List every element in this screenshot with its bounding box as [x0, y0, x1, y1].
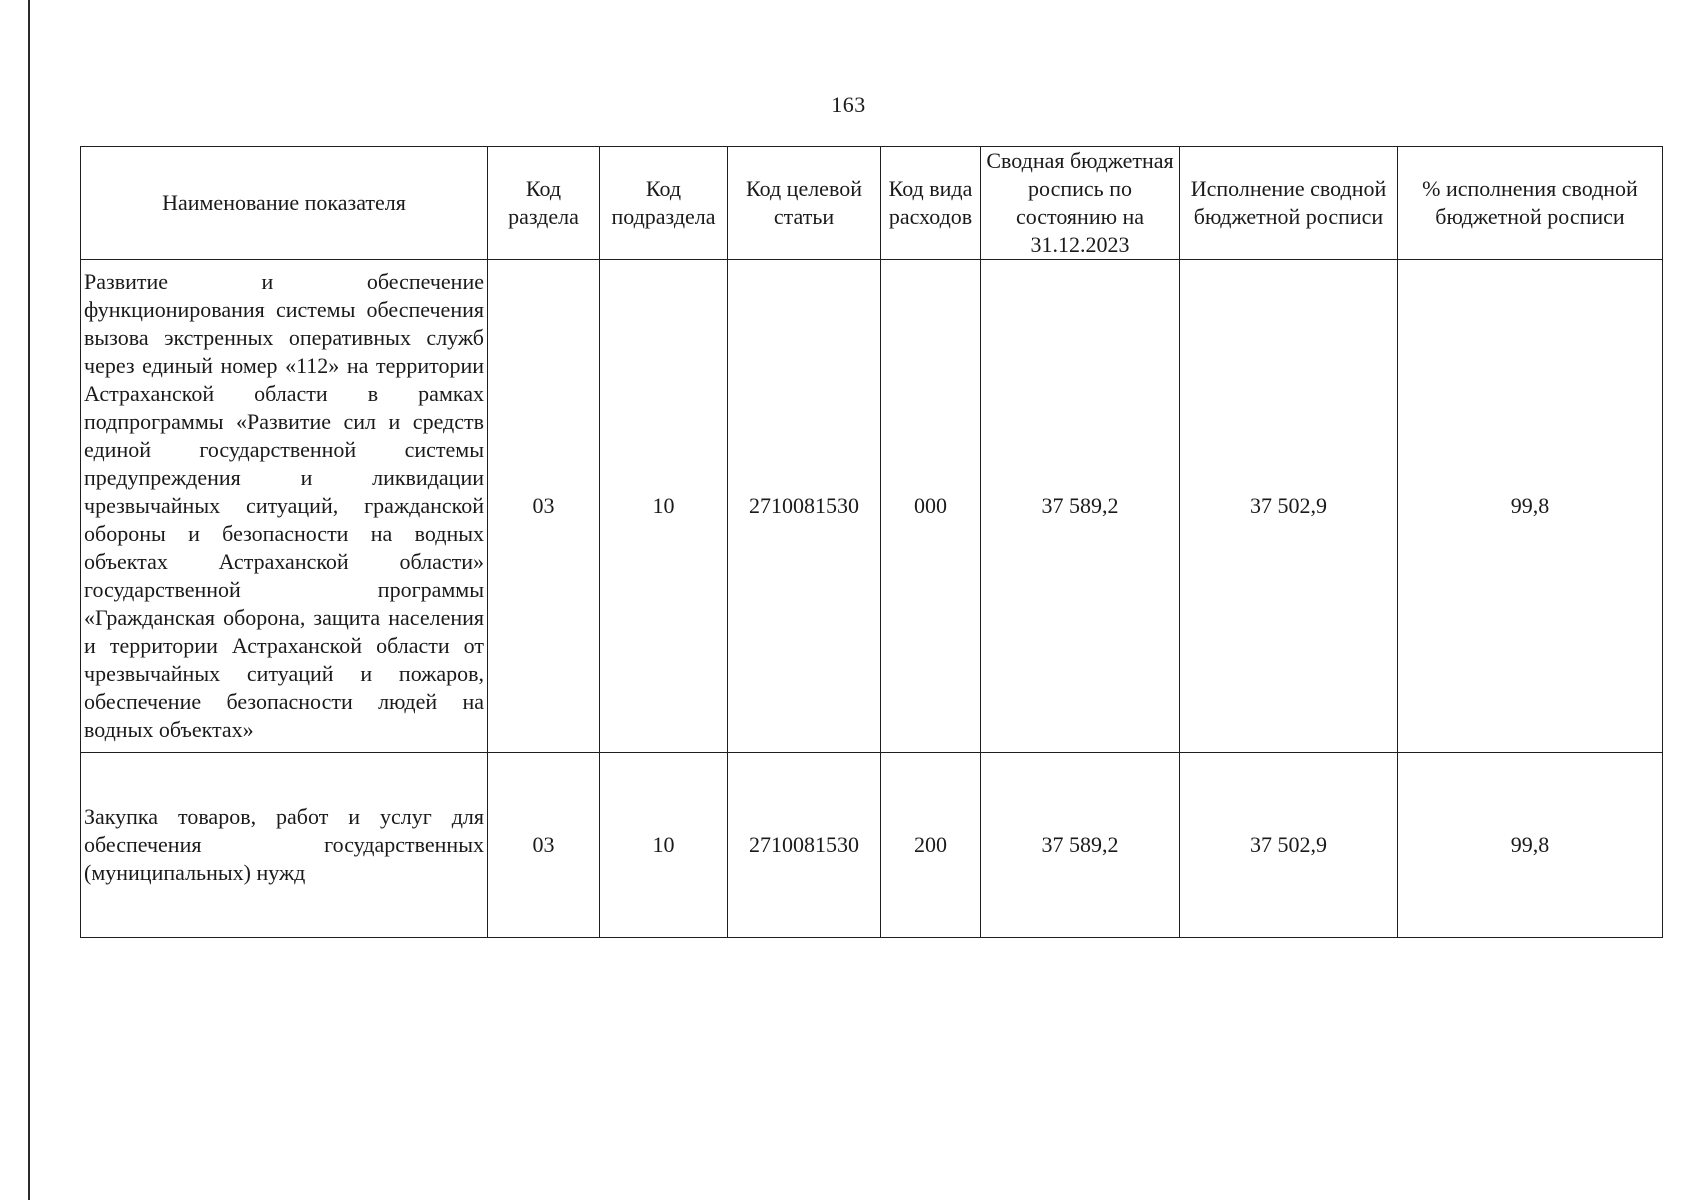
header-section-code: Код раздела — [488, 147, 600, 260]
row-percent: 99,8 — [1398, 753, 1663, 938]
row-percent: 99,8 — [1398, 260, 1663, 753]
header-budget-list: Сводная бюджетная роспись по состоянию на 31.12.2023 — [981, 147, 1180, 260]
table-row — [81, 260, 1663, 753]
header-execution: Исполнение сводной бюджетной росписи — [1180, 147, 1398, 260]
row-target-code: 2710081530 — [728, 753, 881, 938]
header-expense-type-code: Код вида расходов — [881, 147, 981, 260]
row-execution: 37 502,9 — [1180, 753, 1398, 938]
row-section-code: 03 — [488, 753, 600, 938]
table-header-row — [81, 147, 1663, 260]
page-margin-line — [28, 0, 30, 1200]
header-target-code: Код целевой статьи — [728, 147, 881, 260]
row-subsection-code: 10 — [600, 260, 728, 753]
row-budget-list: 37 589,2 — [981, 753, 1180, 938]
row-expense-type-code: 000 — [881, 260, 981, 753]
table-row — [81, 753, 1663, 938]
row-execution: 37 502,9 — [1180, 260, 1398, 753]
row-subsection-code: 10 — [600, 753, 728, 938]
row-section-code: 03 — [488, 260, 600, 753]
row-budget-list: 37 589,2 — [981, 260, 1180, 753]
header-percent: % исполнения сводной бюджетной росписи — [1398, 147, 1663, 260]
header-name: Наименование показателя — [81, 147, 488, 260]
header-subsection-code: Код подраздела — [600, 147, 728, 260]
row-target-code: 2710081530 — [728, 260, 881, 753]
page-number: 163 — [831, 92, 866, 117]
row-expense-type-code: 200 — [881, 753, 981, 938]
row-name: Развитие и обеспечение функционирования системы обеспечения вызова экстренных оперативных служб через единый номер «112» на территории Астраханской области в рамках подпрограммы «Развитие сил и средств единой государственной системы предупреждения и ликвидации чрезвычайных ситуаций, гражданской обороны и безопасности на водных объектах Астраханской области» государственной программы «Гражданская оборона, защита населения и территории Астраханской области от чрезвычайных ситуаций и пожаров, обеспечение безопасности людей на водных объектах» — [81, 260, 488, 753]
row-name: Закупка товаров, работ и услуг для обеспечения государственных (муниципальных) нужд — [81, 753, 488, 938]
budget-execution-table — [80, 146, 1663, 938]
